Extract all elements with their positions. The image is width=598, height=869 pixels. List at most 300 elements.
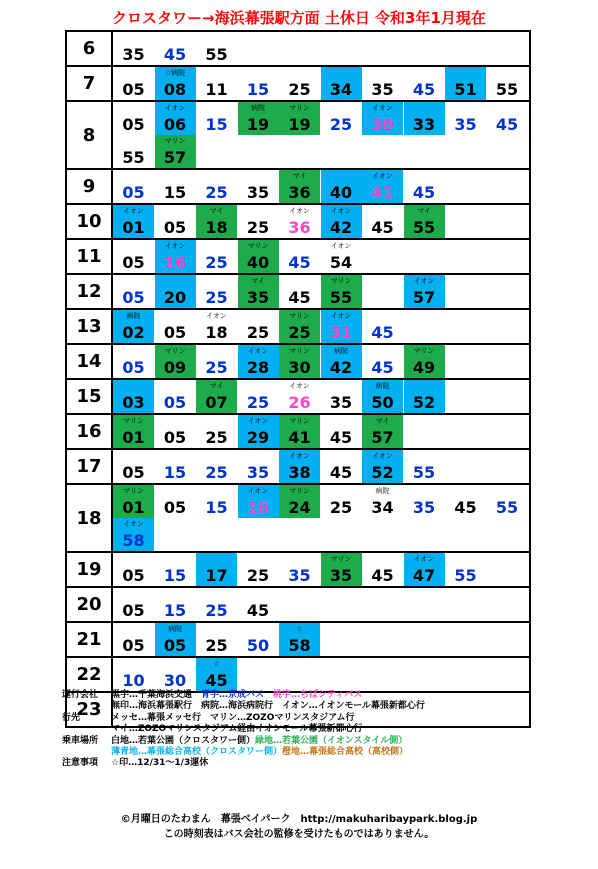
hour-label: 10 bbox=[66, 204, 112, 239]
hour-label: 13 bbox=[66, 309, 112, 344]
departure-minute: 05 bbox=[163, 428, 187, 447]
departure bbox=[362, 67, 403, 100]
departure bbox=[321, 415, 362, 448]
departure-minute: 31 bbox=[329, 323, 353, 342]
departure bbox=[196, 170, 237, 203]
destination-tag: ☆ bbox=[213, 660, 220, 668]
destination-tag: マリン bbox=[123, 487, 144, 495]
departure bbox=[113, 380, 154, 413]
departure-minute: 05 bbox=[122, 115, 145, 134]
note-label: 注意事項 bbox=[62, 758, 99, 769]
departure bbox=[238, 345, 279, 378]
departure bbox=[113, 485, 154, 518]
departure bbox=[279, 170, 320, 203]
departure-minute: 35 bbox=[246, 463, 270, 482]
departure-minute: 25 bbox=[205, 183, 228, 202]
departure bbox=[113, 275, 154, 308]
departure bbox=[238, 588, 279, 621]
departure-minute: 05 bbox=[122, 253, 145, 272]
destination-tag: マイ bbox=[209, 382, 224, 390]
hour-label: 8 bbox=[66, 101, 112, 169]
departure bbox=[155, 345, 196, 378]
departure bbox=[404, 485, 445, 518]
departure bbox=[321, 310, 362, 343]
departure-minute: 30 bbox=[288, 358, 311, 377]
departure bbox=[404, 275, 445, 308]
minutes-cell bbox=[112, 31, 530, 66]
departure-minute: 25 bbox=[246, 323, 270, 342]
departure bbox=[404, 205, 445, 238]
destination-tag: マリン bbox=[247, 242, 269, 250]
departure-minute: 35 bbox=[329, 393, 353, 412]
departure-minute: 42 bbox=[329, 218, 353, 237]
departure-minute: 30 bbox=[163, 671, 187, 690]
note-text: 黒字…千葉海浜交通 bbox=[111, 690, 202, 700]
hour-row-20 bbox=[66, 587, 530, 622]
minutes-cell bbox=[112, 239, 530, 274]
departure-minute: 15 bbox=[163, 183, 187, 202]
departure-minute: 45 bbox=[288, 288, 311, 307]
departure bbox=[155, 32, 196, 65]
departure-minute: 55 bbox=[412, 463, 436, 482]
departure-minute: 57 bbox=[163, 148, 187, 167]
departure-minute: 19 bbox=[288, 115, 311, 134]
note-text: 青字…京成バス bbox=[201, 690, 274, 700]
departure-minute: 11 bbox=[205, 80, 228, 99]
departure-minute: 05 bbox=[122, 601, 145, 620]
departure bbox=[321, 380, 362, 413]
departure-minute: 25 bbox=[205, 636, 228, 655]
departure bbox=[155, 485, 196, 518]
departure bbox=[362, 170, 403, 203]
departure-minute: 50 bbox=[371, 393, 394, 412]
departure bbox=[487, 102, 528, 135]
departure bbox=[113, 588, 154, 621]
departure-minute: 45 bbox=[412, 80, 436, 99]
hour-row-15 bbox=[66, 379, 530, 414]
departure bbox=[238, 450, 279, 483]
departure bbox=[113, 658, 154, 691]
minutes-line bbox=[113, 102, 529, 135]
departure-minute: 03 bbox=[122, 393, 145, 412]
departure-minute: 45 bbox=[371, 358, 394, 377]
departure bbox=[362, 102, 403, 135]
destination-tag: イオン bbox=[330, 312, 352, 320]
departure bbox=[238, 240, 279, 273]
departure-minute: 01 bbox=[122, 498, 145, 517]
departure-minute: 55 bbox=[122, 148, 145, 167]
departure bbox=[113, 415, 154, 448]
departure-minute: 40 bbox=[329, 183, 353, 202]
note-label bbox=[62, 724, 111, 735]
departure bbox=[404, 380, 445, 413]
departure bbox=[155, 102, 196, 135]
departure bbox=[404, 102, 445, 135]
note-row bbox=[62, 724, 592, 735]
destination-tag: 病院 bbox=[334, 347, 348, 355]
departure bbox=[238, 275, 279, 308]
departure-minute: 05 bbox=[122, 183, 145, 202]
departure-minute: 15 bbox=[205, 115, 228, 134]
destination-tag: イオン bbox=[289, 207, 310, 215]
destination-tag: イオン bbox=[330, 242, 352, 250]
departure-minute: 05 bbox=[163, 498, 187, 517]
departure-minute: 36 bbox=[288, 183, 311, 202]
hour-label: 18 bbox=[66, 484, 112, 552]
hour-row-13 bbox=[66, 309, 530, 344]
departure bbox=[113, 553, 154, 586]
departure-minute: 57 bbox=[412, 288, 436, 307]
departure-minute: 36 bbox=[288, 218, 311, 237]
departure bbox=[196, 240, 237, 273]
departure-minute: 25 bbox=[329, 498, 353, 517]
departure-minute: 25 bbox=[246, 393, 270, 412]
departure-minute: 45 bbox=[205, 671, 228, 690]
note-text: 無印…海浜幕張駅行 病院…海浜病院行 イオン…イオンモール幕張新都心行 bbox=[111, 701, 425, 712]
hour-row-7 bbox=[66, 66, 530, 101]
destination-tag: 病院 bbox=[251, 104, 265, 112]
departure bbox=[155, 588, 196, 621]
departure-minute: 29 bbox=[246, 428, 270, 447]
minutes-line bbox=[113, 588, 529, 621]
minutes-line bbox=[113, 205, 529, 238]
departure-minute: 10 bbox=[122, 671, 145, 690]
minutes-cell bbox=[112, 344, 530, 379]
departure bbox=[279, 553, 320, 586]
departure-minute: 16 bbox=[246, 498, 270, 517]
departure bbox=[362, 415, 403, 448]
minutes-line bbox=[113, 415, 529, 448]
destination-tag: マイ bbox=[251, 277, 265, 285]
departure bbox=[321, 170, 362, 203]
departure bbox=[321, 275, 362, 308]
departure bbox=[155, 310, 196, 343]
departure bbox=[238, 485, 279, 518]
departure-minute: 20 bbox=[163, 288, 187, 307]
departure bbox=[362, 450, 403, 483]
departure-minute: 05 bbox=[163, 323, 187, 342]
departure bbox=[196, 102, 237, 135]
departure-minute: 18 bbox=[205, 323, 228, 342]
departure bbox=[321, 345, 362, 378]
departure bbox=[362, 553, 403, 586]
departure-minute: 38 bbox=[288, 463, 311, 482]
departure bbox=[113, 240, 154, 273]
minutes-line bbox=[113, 135, 529, 168]
departure-minute: 35 bbox=[246, 288, 270, 307]
destination-tag: イオン bbox=[247, 487, 269, 495]
note-row bbox=[62, 701, 592, 712]
departure-minute: 51 bbox=[454, 80, 477, 99]
departure bbox=[279, 240, 320, 273]
hour-label: 21 bbox=[66, 622, 112, 657]
destination-tag: マイ bbox=[417, 207, 431, 215]
destination-tag: マイ bbox=[209, 207, 224, 215]
departure-minute: 55 bbox=[454, 566, 477, 585]
minutes-line bbox=[113, 658, 529, 691]
departure-minute: 45 bbox=[454, 498, 477, 517]
departure bbox=[445, 553, 486, 586]
departure-minute: 55 bbox=[205, 45, 228, 64]
minutes-line bbox=[113, 310, 529, 343]
departure bbox=[196, 380, 237, 413]
minutes-cell bbox=[112, 449, 530, 484]
hour-label: 12 bbox=[66, 274, 112, 309]
destination-tag: マリン bbox=[289, 104, 310, 112]
destination-tag: ☆ bbox=[296, 625, 303, 633]
departure bbox=[113, 135, 154, 168]
departure bbox=[238, 415, 279, 448]
departure bbox=[279, 275, 320, 308]
departure bbox=[487, 485, 528, 518]
minutes-cell bbox=[112, 204, 530, 239]
departure bbox=[238, 553, 279, 586]
departure-minute: 45 bbox=[329, 428, 353, 447]
minutes-cell bbox=[112, 66, 530, 101]
departure-minute: 35 bbox=[288, 566, 311, 585]
minutes-cell bbox=[112, 587, 530, 622]
departure-minute: 45 bbox=[246, 601, 270, 620]
departure-minute: 09 bbox=[163, 358, 187, 377]
note-text: 薄青地…幕張総合高校（クロスタワー側） bbox=[111, 747, 283, 758]
minutes-line bbox=[113, 518, 529, 551]
hour-row-18 bbox=[66, 484, 530, 552]
destination-tag: 病院 bbox=[168, 625, 182, 633]
departure bbox=[155, 135, 196, 168]
departure bbox=[445, 102, 486, 135]
minutes-line bbox=[113, 275, 529, 308]
departure-minute: 42 bbox=[329, 358, 353, 377]
note-label: 乗車場所 bbox=[62, 735, 99, 746]
departure-minute: 15 bbox=[163, 601, 187, 620]
departure bbox=[113, 310, 154, 343]
departure-minute: 18 bbox=[205, 218, 228, 237]
departure-minute: 17 bbox=[205, 566, 228, 585]
departure-minute: 40 bbox=[246, 253, 270, 272]
departure bbox=[321, 553, 362, 586]
destination-tag: イオン bbox=[289, 382, 310, 390]
note-text: 緑地…若葉公園（イオンスタイル側） bbox=[255, 735, 408, 746]
departure bbox=[113, 345, 154, 378]
note-row bbox=[62, 758, 592, 769]
minutes-line bbox=[113, 345, 529, 378]
departure-minute: 49 bbox=[412, 358, 436, 377]
destination-tag: マリン bbox=[164, 137, 186, 145]
departure-minute: 05 bbox=[122, 358, 145, 377]
departure-minute: 15 bbox=[163, 463, 187, 482]
departure bbox=[279, 310, 320, 343]
departure-minute: 28 bbox=[246, 358, 270, 377]
departure-minute: 35 bbox=[246, 183, 270, 202]
departure-minute: 50 bbox=[246, 636, 270, 655]
destination-tag: イオン bbox=[123, 207, 144, 215]
note-text: 桃字…ちばシティバス bbox=[273, 690, 363, 700]
note-row bbox=[62, 713, 592, 724]
departure bbox=[238, 67, 279, 100]
departure bbox=[279, 67, 320, 100]
hour-row-22 bbox=[66, 657, 530, 692]
departure bbox=[362, 275, 403, 308]
departure-minute: 30 bbox=[371, 115, 394, 134]
departure-minute: 25 bbox=[205, 463, 228, 482]
departure-minute: 45 bbox=[371, 566, 394, 585]
minutes-line bbox=[113, 380, 529, 413]
destination-tag: イオン bbox=[372, 104, 393, 112]
departure-minute: 05 bbox=[122, 80, 145, 99]
departure bbox=[113, 102, 154, 135]
departure bbox=[196, 553, 237, 586]
departure bbox=[196, 205, 237, 238]
hour-row-14 bbox=[66, 344, 530, 379]
destination-tag: イオン bbox=[330, 207, 352, 215]
departure-minute: 06 bbox=[163, 115, 187, 134]
departure-minute: 45 bbox=[371, 323, 394, 342]
credit-line: ©月曜日のたわまん 幕張ベイパーク http://makuharibaypark.blog.jp bbox=[120, 814, 478, 825]
departure bbox=[113, 450, 154, 483]
departure bbox=[279, 415, 320, 448]
minutes-line bbox=[113, 170, 529, 203]
departure bbox=[155, 553, 196, 586]
hour-label: 9 bbox=[66, 169, 112, 204]
note-label bbox=[62, 747, 111, 758]
destination-tag: マイ bbox=[375, 417, 390, 425]
destination-tag: マリン bbox=[330, 277, 352, 285]
departure bbox=[321, 67, 362, 100]
minutes-cell bbox=[112, 169, 530, 204]
departure bbox=[196, 450, 237, 483]
departure-minute: 08 bbox=[163, 80, 187, 99]
destination-tag: 病院 bbox=[375, 382, 390, 390]
departure bbox=[404, 450, 445, 483]
departure-minute: 25 bbox=[205, 288, 228, 307]
departure-minute: 16 bbox=[163, 253, 187, 272]
hour-row-17 bbox=[66, 449, 530, 484]
destination-tag: マリン bbox=[289, 347, 310, 355]
minutes-line bbox=[113, 450, 529, 483]
minutes-line bbox=[113, 67, 529, 100]
departure bbox=[238, 170, 279, 203]
departure-minute: 34 bbox=[329, 80, 353, 99]
hour-label: 14 bbox=[66, 344, 112, 379]
departure-minute: 05 bbox=[122, 566, 145, 585]
departure-minute: 55 bbox=[412, 218, 436, 237]
minutes-cell bbox=[112, 414, 530, 449]
destination-tag: 病院 bbox=[375, 487, 390, 495]
departure bbox=[196, 32, 237, 65]
departure bbox=[279, 623, 320, 656]
departure-minute: 55 bbox=[495, 80, 519, 99]
departure-minute: 45 bbox=[371, 218, 394, 237]
departure bbox=[362, 345, 403, 378]
departure bbox=[196, 275, 237, 308]
departure-minute: 07 bbox=[205, 393, 228, 412]
departure bbox=[362, 205, 403, 238]
departure bbox=[321, 485, 362, 518]
departure bbox=[321, 240, 362, 273]
departure-minute: 05 bbox=[122, 636, 145, 655]
departure bbox=[196, 623, 237, 656]
minutes-line bbox=[113, 32, 529, 65]
disclaimer: この時刻表はバス会社の監修を受けたものではありません。 bbox=[163, 829, 435, 840]
departure bbox=[113, 518, 154, 551]
departure bbox=[113, 170, 154, 203]
departure-minute: 25 bbox=[205, 601, 228, 620]
departure bbox=[155, 658, 196, 691]
departure-minute: 01 bbox=[122, 218, 145, 237]
minutes-cell bbox=[112, 379, 530, 414]
departure-minute: 57 bbox=[371, 428, 394, 447]
departure-minute: 35 bbox=[329, 566, 353, 585]
departure-minute: 25 bbox=[205, 358, 228, 377]
departure bbox=[196, 345, 237, 378]
departure bbox=[113, 67, 154, 100]
departure-minute: 41 bbox=[371, 183, 394, 202]
departure-minute: 15 bbox=[205, 498, 228, 517]
departure-minute: 45 bbox=[288, 253, 311, 272]
departure bbox=[487, 67, 528, 100]
destination-tag: イオン bbox=[372, 172, 393, 180]
destination-tag: イオン bbox=[372, 452, 393, 460]
departure bbox=[196, 415, 237, 448]
departure bbox=[279, 205, 320, 238]
hour-row-19 bbox=[66, 552, 530, 587]
destination-tag: マリン bbox=[413, 347, 435, 355]
departure-minute: 34 bbox=[371, 498, 394, 517]
departure bbox=[404, 170, 445, 203]
departure bbox=[321, 205, 362, 238]
departure bbox=[196, 658, 237, 691]
departure bbox=[279, 345, 320, 378]
departure bbox=[238, 102, 279, 135]
departure bbox=[196, 310, 237, 343]
note-text: ☆印…12/31～1/3運休 bbox=[111, 758, 209, 769]
destination-tag: マイ bbox=[292, 172, 307, 180]
departure bbox=[155, 205, 196, 238]
departure bbox=[279, 380, 320, 413]
departure bbox=[113, 32, 154, 65]
departure-minute: 19 bbox=[246, 115, 270, 134]
departure-minute: 25 bbox=[329, 115, 353, 134]
hour-label: 20 bbox=[66, 587, 112, 622]
minutes-cell bbox=[112, 622, 530, 657]
minutes-cell bbox=[112, 657, 530, 692]
departure-minute: 25 bbox=[205, 253, 228, 272]
departure-minute: 26 bbox=[288, 393, 311, 412]
departure-minute: 45 bbox=[329, 463, 353, 482]
departure bbox=[279, 102, 320, 135]
destination-tag: イオン bbox=[247, 417, 269, 425]
departure-minute: 24 bbox=[288, 498, 311, 517]
departure-minute: 54 bbox=[329, 253, 353, 272]
departure-minute: 52 bbox=[371, 463, 394, 482]
departure-minute: 05 bbox=[122, 288, 145, 307]
minutes-line bbox=[113, 240, 529, 273]
departure bbox=[238, 310, 279, 343]
minutes-cell bbox=[112, 274, 530, 309]
note-row bbox=[62, 747, 592, 758]
departure-minute: 25 bbox=[246, 218, 270, 237]
note-label: 行先 bbox=[62, 712, 81, 723]
hour-row-8 bbox=[66, 101, 530, 169]
hour-row-10 bbox=[66, 204, 530, 239]
minutes-cell bbox=[112, 309, 530, 344]
departure bbox=[155, 275, 196, 308]
departure-minute: 41 bbox=[288, 428, 311, 447]
destination-tag: イオン bbox=[247, 347, 269, 355]
destination-tag: イオン bbox=[413, 555, 435, 563]
departure-minute: 05 bbox=[122, 463, 145, 482]
departure-minute: 55 bbox=[329, 288, 353, 307]
